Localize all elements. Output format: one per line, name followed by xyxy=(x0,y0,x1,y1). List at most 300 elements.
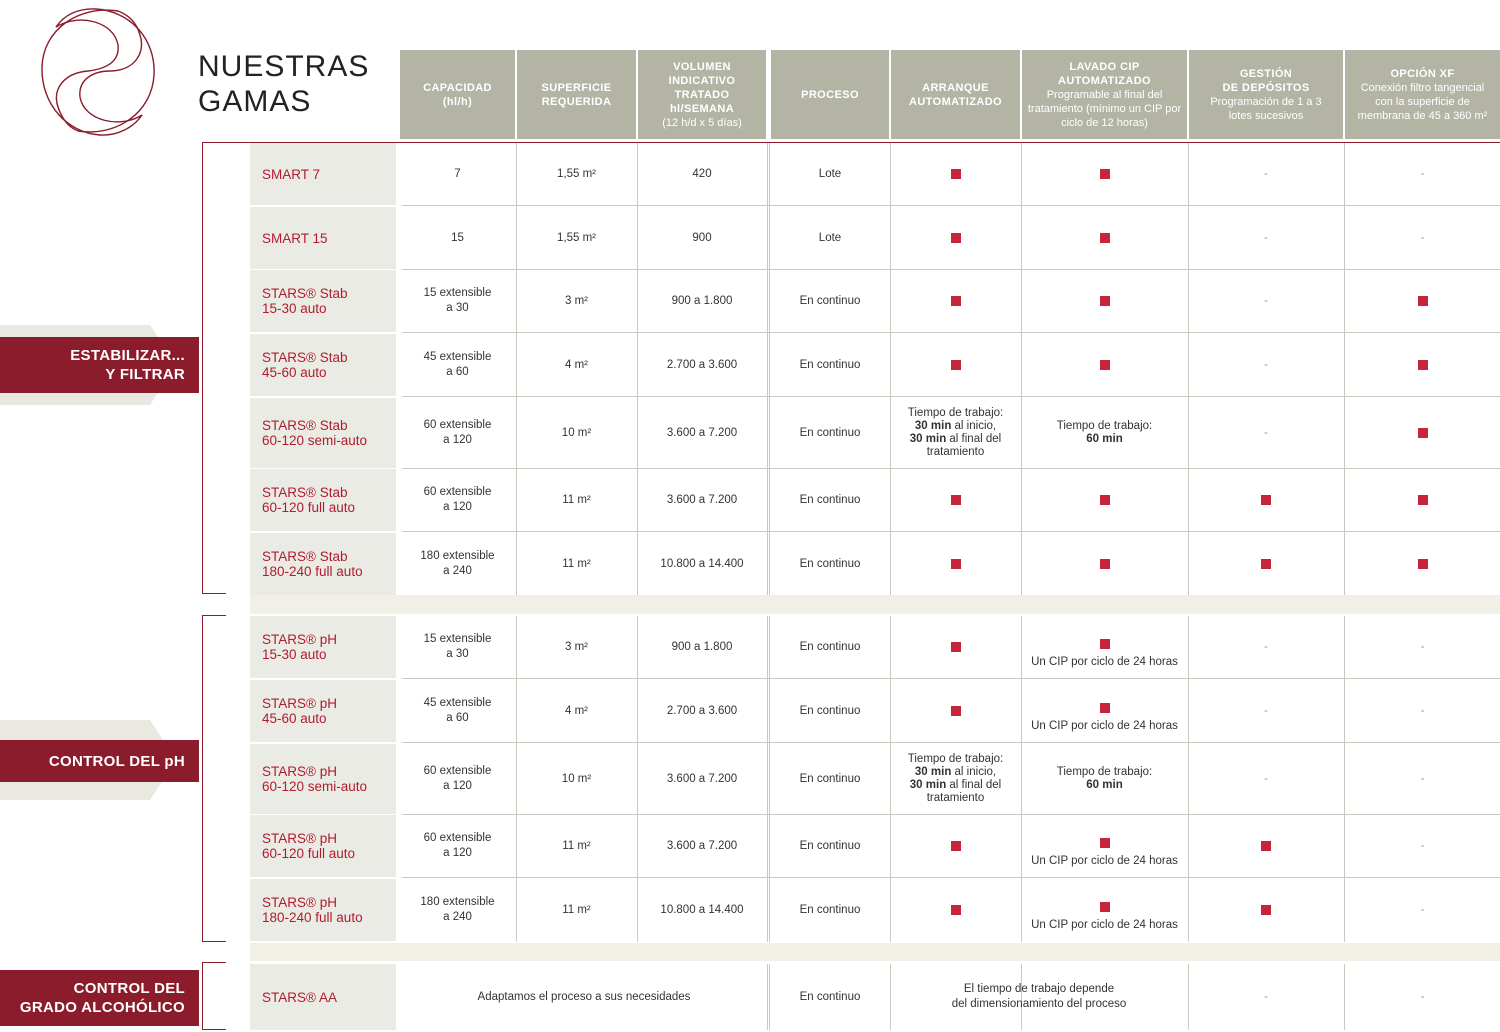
cell-cip xyxy=(1022,680,1187,742)
cell-proceso xyxy=(771,270,889,332)
worktime-value: 60 min xyxy=(1086,779,1123,791)
worktime-label: Tiempo de trabajo: xyxy=(1056,766,1153,778)
feature-not-available-dash: - xyxy=(1420,167,1425,180)
proceso-value: En continuo xyxy=(799,426,861,439)
row-divider xyxy=(402,531,1500,532)
row-divider xyxy=(402,877,1500,878)
column-divider xyxy=(890,143,891,595)
feature-included-square-icon xyxy=(951,841,961,851)
header-superficie: SUPERFICIE REQUERIDA xyxy=(517,50,636,139)
group-label-grado-alcoholico: CONTROL DEL GRADO ALCOHÓLICO xyxy=(0,970,199,1026)
worktime-line xyxy=(910,779,1001,792)
cell-xf xyxy=(1345,879,1500,941)
cell-cip xyxy=(1022,270,1187,332)
row-name-line1: STARS® pH xyxy=(262,831,337,846)
column-divider xyxy=(1188,616,1189,942)
cell-volumen xyxy=(638,334,766,396)
cell-xf xyxy=(1345,143,1500,205)
row-name-line2: 60-120 full auto xyxy=(262,846,356,861)
row-name-line2: 180-240 full auto xyxy=(262,910,363,925)
cell-capacidad xyxy=(400,616,515,678)
row-name xyxy=(250,398,396,468)
cell-proceso xyxy=(771,533,889,595)
cell-cip xyxy=(1022,533,1187,595)
row-name-line1: SMART 15 xyxy=(262,230,328,246)
cell-cip xyxy=(1022,879,1187,941)
cell-superficie xyxy=(517,879,636,941)
column-divider xyxy=(767,616,768,942)
worktime-end-text: al final del xyxy=(946,433,1002,445)
cell-superficie xyxy=(517,815,636,877)
worktime-line xyxy=(908,407,1003,420)
cell-gestion xyxy=(1189,744,1343,814)
feature-included-square-icon xyxy=(1100,495,1110,505)
worktime-line xyxy=(908,753,1003,766)
worktime-label: Tiempo de trabajo: xyxy=(1056,420,1153,432)
feature-included-square-icon xyxy=(1100,296,1110,306)
feature-not-available-dash: - xyxy=(1264,167,1268,180)
row-divider xyxy=(250,531,396,532)
cell-gestion xyxy=(1189,207,1343,269)
feature-included-square-icon xyxy=(1261,841,1271,851)
cell-cip xyxy=(1022,815,1187,877)
cell-gestion xyxy=(1189,533,1343,595)
feature-included-square-icon xyxy=(1100,639,1110,649)
cell-volumen xyxy=(638,815,766,877)
row-name-line1: STARS® pH xyxy=(262,632,337,647)
row-name-line1: STARS® Stab xyxy=(262,350,348,365)
cell-capacidad xyxy=(400,398,515,468)
feature-included-square-icon xyxy=(951,296,961,306)
superficie-value: 1,55 m² xyxy=(557,231,596,244)
superficie-value: 11 m² xyxy=(562,839,591,852)
feature-included-square-icon xyxy=(1261,559,1271,569)
cell-arranque xyxy=(891,533,1020,595)
header-lavado-cip: LAVADO CIP AUTOMATIZADO Programable al final del tratamiento (mínimo un CIP por ciclo de 12 horas) xyxy=(1022,50,1187,139)
cell-xf xyxy=(1345,398,1500,468)
header-volumen: VOLUMEN INDICATIVO TRATADO hl/SEMANA (12 h/d x 5 días) xyxy=(638,50,766,139)
cell-proceso xyxy=(771,207,889,269)
cell-superficie xyxy=(517,207,636,269)
cell-arranque xyxy=(891,469,1020,531)
header-gestion: GESTIÓN DE DEPÓSITOS Programación de 1 a 3 lotes sucesivos xyxy=(1189,50,1343,139)
capacidad-line2: a 120 xyxy=(443,780,472,792)
row-name xyxy=(250,270,396,332)
proceso-value: En continuo xyxy=(799,294,861,307)
column-divider xyxy=(1021,143,1022,595)
cell-proceso xyxy=(771,334,889,396)
volumen-value: 2.700 a 3.600 xyxy=(666,704,738,717)
cell-arranque xyxy=(891,398,1020,468)
row-name-line2: 60-120 full auto xyxy=(262,500,356,515)
worktime-line xyxy=(915,420,996,433)
feature-included-square-icon xyxy=(1418,296,1428,306)
cell-volumen xyxy=(638,616,766,678)
cell-gestion xyxy=(1189,815,1343,877)
row-name-line1: STARS® pH xyxy=(262,764,337,779)
cell-capacidad xyxy=(400,680,515,742)
feature-not-available-dash: - xyxy=(1264,640,1268,653)
cell-capacidad xyxy=(400,334,515,396)
cell-gestion xyxy=(1189,680,1343,742)
aa-gestion-dash: - xyxy=(1264,990,1268,1003)
superficie-value: 11 m² xyxy=(562,493,591,506)
proceso-value: En continuo xyxy=(799,557,861,570)
cell-superficie xyxy=(517,143,636,205)
row-name-line1: STARS® pH xyxy=(262,696,337,711)
feature-not-available-dash: - xyxy=(1264,772,1268,785)
row-divider xyxy=(250,877,396,878)
cell-volumen xyxy=(638,744,766,814)
cell-gestion xyxy=(1189,469,1343,531)
superficie-value: 3 m² xyxy=(565,640,588,653)
feature-included-square-icon xyxy=(951,706,961,716)
volumen-value: 10.800 a 14.400 xyxy=(660,557,744,570)
cell-superficie xyxy=(517,334,636,396)
cell-proceso xyxy=(771,879,889,941)
cell-superficie xyxy=(517,398,636,468)
worktime-end: 30 min xyxy=(909,779,947,791)
feature-not-available-dash: - xyxy=(1420,231,1425,244)
worktime-start-text: al inicio, xyxy=(951,766,997,778)
cell-cip xyxy=(1022,398,1187,468)
cell-volumen xyxy=(638,533,766,595)
cip-24h-note: Un CIP por ciclo de 24 horas xyxy=(1031,656,1178,668)
feature-included-square-icon xyxy=(951,169,961,179)
cell-xf xyxy=(1345,815,1500,877)
proceso-value: En continuo xyxy=(799,839,861,852)
capacidad-line1: 15 extensible xyxy=(423,287,492,299)
cell-proceso xyxy=(771,143,889,205)
column-divider xyxy=(769,964,770,1030)
cell-volumen xyxy=(638,270,766,332)
row-name xyxy=(250,334,396,396)
column-divider xyxy=(769,616,770,942)
row-name xyxy=(250,207,396,269)
capacidad-line2: a 120 xyxy=(443,501,472,513)
volumen-value: 420 xyxy=(692,167,712,180)
cell-cip xyxy=(1022,469,1187,531)
cell-cip xyxy=(1022,207,1187,269)
column-divider xyxy=(769,143,770,595)
feature-not-available-dash: - xyxy=(1420,903,1425,916)
aa-time-text: El tiempo de trabajo depende del dimensionamiento del proceso xyxy=(951,983,1127,1010)
row-divider xyxy=(250,205,396,206)
row-divider xyxy=(250,742,396,743)
row-name-line1: STARS® Stab xyxy=(262,549,348,564)
feature-included-square-icon xyxy=(951,233,961,243)
cell-volumen xyxy=(638,469,766,531)
capacidad-line2: a 60 xyxy=(446,366,469,378)
cell-gestion xyxy=(1189,398,1343,468)
row-name-stars-aa: STARS® AA xyxy=(250,964,396,1030)
cell-superficie xyxy=(517,616,636,678)
row-divider xyxy=(402,332,1500,333)
feature-included-square-icon xyxy=(1418,495,1428,505)
worktime-start: 30 min xyxy=(914,420,952,432)
feature-not-available-dash: - xyxy=(1420,640,1425,653)
cip-24h-note: Un CIP por ciclo de 24 horas xyxy=(1031,855,1178,867)
volumen-value: 10.800 a 14.400 xyxy=(660,903,744,916)
page-title-line1: NUESTRAS xyxy=(198,50,370,83)
cell-capacidad xyxy=(400,469,515,531)
cell-proceso xyxy=(771,744,889,814)
row-divider xyxy=(250,396,396,397)
cell-capacidad xyxy=(400,744,515,814)
feature-included-square-icon xyxy=(1100,360,1110,370)
proceso-value: En continuo xyxy=(799,704,861,717)
superficie-value: 11 m² xyxy=(562,903,591,916)
row-name-line1: STARS® Stab xyxy=(262,418,348,433)
column-divider xyxy=(1344,616,1345,942)
worktime-end: 30 min xyxy=(909,433,947,445)
cell-gestion xyxy=(1189,270,1343,332)
cell-xf xyxy=(1345,334,1500,396)
cell-arranque xyxy=(891,143,1020,205)
volumen-value: 3.600 a 7.200 xyxy=(666,839,738,852)
cell-gestion xyxy=(1189,334,1343,396)
cell-proceso xyxy=(771,398,889,468)
cell-xf xyxy=(1345,680,1500,742)
capacidad-line2: a 240 xyxy=(443,565,472,577)
aa-xf-dash: - xyxy=(1420,990,1425,1003)
feature-included-square-icon xyxy=(951,905,961,915)
feature-included-square-icon xyxy=(1418,559,1428,569)
worktime-line xyxy=(910,433,1001,446)
proceso-value: En continuo xyxy=(799,772,861,785)
worktime-line xyxy=(927,792,985,805)
worktime-end-text: al final del xyxy=(946,779,1002,791)
cell-volumen xyxy=(638,143,766,205)
row-name-line2: 45-60 auto xyxy=(262,711,327,726)
feature-included-square-icon xyxy=(951,360,961,370)
column-divider xyxy=(890,616,891,942)
header-arranque: ARRANQUE AUTOMATIZADO xyxy=(891,50,1020,139)
feature-included-square-icon xyxy=(1100,838,1110,848)
capacidad-line1: 180 extensible xyxy=(420,550,495,562)
proceso-value: En continuo xyxy=(799,493,861,506)
capacidad-line1: 7 xyxy=(454,167,461,180)
feature-not-available-dash: - xyxy=(1264,704,1268,717)
cell-capacidad xyxy=(400,270,515,332)
row-divider xyxy=(402,396,1500,397)
row-divider xyxy=(250,678,396,679)
cell-capacidad xyxy=(400,533,515,595)
capacidad-line2: a 30 xyxy=(446,302,469,314)
proceso-value: En continuo xyxy=(799,903,861,916)
header-capacidad: CAPACIDAD (hl/h) xyxy=(400,50,515,139)
header-proceso: PROCESO xyxy=(771,50,889,139)
volumen-value: 900 xyxy=(692,231,712,244)
row-name xyxy=(250,815,396,877)
superficie-value: 4 m² xyxy=(565,358,588,371)
cell-superficie xyxy=(517,744,636,814)
column-divider xyxy=(767,143,768,595)
volumen-value: 3.600 a 7.200 xyxy=(666,493,738,506)
capacidad-line1: 60 extensible xyxy=(423,765,492,777)
cell-superficie xyxy=(517,469,636,531)
worktime-label: Tiempo de trabajo: xyxy=(907,407,1004,419)
page-title-line2: GAMAS xyxy=(198,85,312,118)
cell-superficie xyxy=(517,533,636,595)
row-name-line1: STARS® pH xyxy=(262,895,337,910)
cell-xf xyxy=(1345,270,1500,332)
cell-capacidad xyxy=(400,815,515,877)
proceso-value: Lote xyxy=(818,167,842,180)
volumen-value: 3.600 a 7.200 xyxy=(666,772,738,785)
row-name-line1: SMART 7 xyxy=(262,166,321,182)
cell-proceso xyxy=(771,616,889,678)
feature-included-square-icon xyxy=(1100,169,1110,179)
row-name xyxy=(250,143,396,205)
capacidad-line1: 180 extensible xyxy=(420,896,495,908)
superficie-value: 4 m² xyxy=(565,704,588,717)
capacidad-line2: a 30 xyxy=(446,648,469,660)
capacidad-line1: 15 extensible xyxy=(423,633,492,645)
worktime-label: Tiempo de trabajo: xyxy=(907,753,1004,765)
worktime-line xyxy=(915,766,996,779)
feature-included-square-icon xyxy=(951,495,961,505)
row-name-line1: STARS® Stab xyxy=(262,485,348,500)
cell-arranque xyxy=(891,680,1020,742)
cell-cip xyxy=(1022,334,1187,396)
capacidad-line1: 60 extensible xyxy=(423,419,492,431)
superficie-value: 3 m² xyxy=(565,294,588,307)
row-divider xyxy=(250,332,396,333)
feature-not-available-dash: - xyxy=(1420,704,1425,717)
superficie-value: 10 m² xyxy=(561,772,592,785)
aa-adapt-text: Adaptamos el proceso a sus necesidades xyxy=(477,990,691,1003)
volumen-value: 3.600 a 7.200 xyxy=(666,426,738,439)
row-name-line2: 15-30 auto xyxy=(262,301,327,316)
cell-gestion xyxy=(1189,143,1343,205)
header-opcion-xf: OPCIÓN XF Conexión filtro tangencial con la superficie de membrana de 45 a 360 m² xyxy=(1345,50,1500,139)
worktime-tratamiento: tratamiento xyxy=(926,792,985,804)
row-name-line2: 180-240 full auto xyxy=(262,564,363,579)
feature-included-square-icon xyxy=(1100,559,1110,569)
row-divider xyxy=(402,678,1500,679)
capacidad-line1: 15 xyxy=(451,231,464,244)
worktime-value: 60 min xyxy=(1086,433,1123,445)
cell-volumen xyxy=(638,879,766,941)
cell-cip xyxy=(1022,143,1187,205)
feature-not-available-dash: - xyxy=(1420,839,1425,852)
cell-arranque xyxy=(891,815,1020,877)
cell-capacidad xyxy=(400,207,515,269)
volumen-value: 2.700 a 3.600 xyxy=(666,358,738,371)
capacidad-line1: 60 extensible xyxy=(423,486,492,498)
row-name-line2: 15-30 auto xyxy=(262,647,327,662)
volumen-value: 900 a 1.800 xyxy=(671,294,733,307)
feature-included-square-icon xyxy=(1261,905,1271,915)
cell-arranque xyxy=(891,616,1020,678)
row-name xyxy=(250,533,396,595)
worktime-line xyxy=(927,446,985,459)
feature-not-available-dash: - xyxy=(1264,426,1268,439)
row-name xyxy=(250,616,396,678)
feature-included-square-icon xyxy=(1100,233,1110,243)
row-name-line2: 60-120 semi-auto xyxy=(262,433,368,448)
cell-arranque xyxy=(891,744,1020,814)
cell-cip xyxy=(1022,744,1187,814)
worktime-start: 30 min xyxy=(914,766,952,778)
column-divider xyxy=(516,143,517,595)
cell-xf xyxy=(1345,533,1500,595)
cell-proceso xyxy=(771,469,889,531)
group-label-estabilizar: ESTABILIZAR... Y FILTRAR xyxy=(0,337,199,393)
row-name xyxy=(250,879,396,941)
feature-included-square-icon xyxy=(1418,428,1428,438)
cell-proceso xyxy=(771,680,889,742)
feature-included-square-icon xyxy=(1261,495,1271,505)
capacidad-line1: 60 extensible xyxy=(423,832,492,844)
cell-gestion xyxy=(1189,879,1343,941)
cell-volumen xyxy=(638,207,766,269)
row-name-line1: STARS® Stab xyxy=(262,286,348,301)
cell-arranque xyxy=(891,207,1020,269)
column-divider xyxy=(1344,143,1345,595)
cell-xf xyxy=(1345,469,1500,531)
cell-xf xyxy=(1345,744,1500,814)
feature-included-square-icon xyxy=(1100,703,1110,713)
proceso-value: En continuo xyxy=(799,640,861,653)
feature-not-available-dash: - xyxy=(1264,358,1268,371)
cell-gestion xyxy=(1189,616,1343,678)
cell-capacidad xyxy=(400,143,515,205)
column-divider xyxy=(516,616,517,942)
cell-volumen xyxy=(638,680,766,742)
cell-volumen xyxy=(638,398,766,468)
row-divider xyxy=(402,205,1500,206)
column-divider xyxy=(637,616,638,942)
proceso-value: En continuo xyxy=(799,358,861,371)
feature-not-available-dash: - xyxy=(1420,772,1425,785)
cell-cip xyxy=(1022,616,1187,678)
row-divider xyxy=(402,742,1500,743)
capacidad-line2: a 240 xyxy=(443,911,472,923)
row-name-line2: 45-60 auto xyxy=(262,365,327,380)
cell-superficie xyxy=(517,270,636,332)
capacidad-line1: 45 extensible xyxy=(423,351,492,363)
row-name xyxy=(250,469,396,531)
feature-included-square-icon xyxy=(1100,902,1110,912)
cell-arranque xyxy=(891,334,1020,396)
feature-not-available-dash: - xyxy=(1264,231,1268,244)
cip-24h-note: Un CIP por ciclo de 24 horas xyxy=(1031,720,1178,732)
worktime-start-text: al inicio, xyxy=(951,420,997,432)
superficie-value: 11 m² xyxy=(562,557,591,570)
cell-proceso xyxy=(771,815,889,877)
feature-included-square-icon xyxy=(1418,360,1428,370)
worktime-tratamiento: tratamiento xyxy=(926,446,985,458)
cell-superficie xyxy=(517,680,636,742)
row-name xyxy=(250,680,396,742)
volumen-value: 900 a 1.800 xyxy=(671,640,733,653)
cell-arranque xyxy=(891,879,1020,941)
cip-24h-note: Un CIP por ciclo de 24 horas xyxy=(1031,919,1178,931)
capacidad-line2: a 120 xyxy=(443,434,472,446)
feature-included-square-icon xyxy=(951,642,961,652)
row-name xyxy=(250,744,396,814)
cell-xf xyxy=(1345,616,1500,678)
column-divider xyxy=(1021,616,1022,942)
feature-included-square-icon xyxy=(951,559,961,569)
superficie-value: 10 m² xyxy=(561,426,592,439)
column-divider xyxy=(637,143,638,595)
cell-arranque xyxy=(891,270,1020,332)
cell-xf xyxy=(1345,207,1500,269)
aa-proceso: En continuo xyxy=(799,990,861,1003)
